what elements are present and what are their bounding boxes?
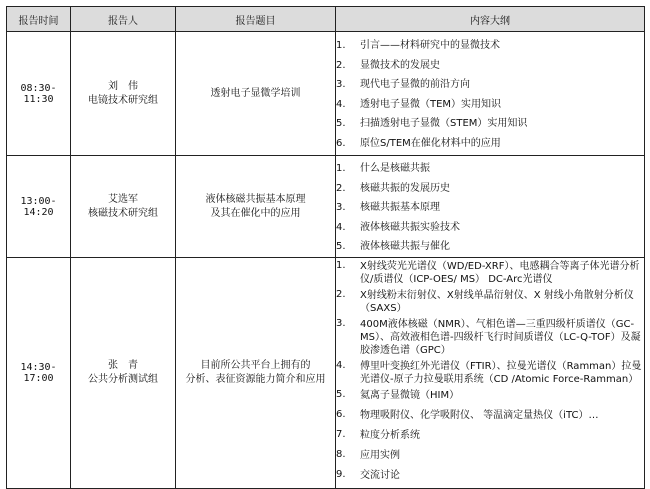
session-row [7,156,645,258]
outline-item: 9. 交流讨论 [336,469,400,481]
outline-item: 5. 液体核磁共振与催化 [336,241,450,253]
session-topic [176,156,336,258]
topic-line: 目前所公共平台上拥有的 [200,360,311,371]
outline-item: 7. 粒度分析系统 [336,429,420,441]
outline-item: 2. 显微技术的发展史 [336,59,440,71]
speaker-name: 艾选军 [108,193,138,205]
speaker-name: 张 青 [108,360,138,371]
outline-item: 3. 现代电子显微的前沿方向 [336,79,470,91]
speaker-group: 公共分析测试组 [88,374,158,385]
session-topic [176,258,336,489]
session-outline [336,156,645,258]
session-speaker [71,156,176,258]
outline-list [336,36,644,153]
outline-item: 2. 核磁共振的发展历史 [336,182,450,194]
session-row [7,32,645,156]
speaker-name: 刘 伟 [108,80,138,92]
outline-item: 1. 引言——材料研究中的显微技术 [336,40,500,52]
session-speaker [71,258,176,489]
schedule-table [6,6,645,489]
topic-line: 透射电子显微学培训 [210,87,301,99]
outline-item: 6. 物理吸附仪、化学吸附仪、 等温滴定量热仪（iTC）… [336,409,599,421]
speaker-group: 电镜技术研究组 [88,94,158,106]
outline-item: 3. 核磁共振基本原理 [336,202,440,214]
topic-line: 液体核磁共振基本原理 [205,193,306,205]
header-row [7,7,645,32]
header-time: 报告时间 [7,7,71,32]
session-outline [336,32,645,156]
outline-item: 4. 液体核磁共振实验技术 [336,221,460,233]
header-speaker: 报告人 [71,7,176,32]
outline-item: 1. X射线荧光光谱仪（WD/ED-XRF）、电感耦合等离子体光谱分析仪/质谱仪（ICP-OES/ MS） DC-Arc光谱仪 [336,260,640,285]
outline-item: 5. 氦离子显微镜（HIM） [336,389,460,401]
outline-item: 4. 透射电子显微（TEM）实用知识 [336,98,502,110]
header-topic: 报告题目 [176,7,336,32]
header-outline: 内容大纲 [336,7,645,32]
session-speaker [71,32,176,156]
topic-line: 及其在催化中的应用 [210,207,301,219]
topic-line: 分析、表征资源能力简介和应用 [185,374,326,385]
outline-item: 5. 扫描透射电子显微（STEM）实用知识 [336,118,528,130]
session-time: 13:00-14:20 [7,156,71,258]
outline-item: 4. 傅里叶变换红外光谱仪（FTIR）、拉曼光谱仪（Ramman）拉曼光谱仪-原子力拉曼联用系统（CD /Atomic Force-Ramman） [336,360,642,385]
outline-item: 1. 什么是核磁共振 [336,163,430,175]
session-outline [336,258,645,489]
session-topic [176,32,336,156]
outline-item: 3. 400M液体核磁（NMR）、气相色谱—三重四级杆质谱仪（GC-MS）、高效液相色谱-四级杆飞行时间质谱仪（LC-Q-TOF）及凝胶渗透色谱（GPC） [336,318,641,356]
outline-item: 8. 应用实例 [336,449,400,461]
speaker-group: 核磁技术研究组 [88,207,158,219]
session-time: 08:30-11:30 [7,32,71,156]
session-row [7,258,645,489]
outline-list [336,259,644,488]
outline-item: 2. X射线粉末衍射仪、X射线单晶衍射仪、X 射线小角散射分析仪（SAXS） [336,289,634,314]
outline-list [336,159,644,257]
outline-item: 6. 原位S/TEM在催化材料中的应用 [336,137,501,149]
session-time: 14:30-17:00 [7,258,71,489]
